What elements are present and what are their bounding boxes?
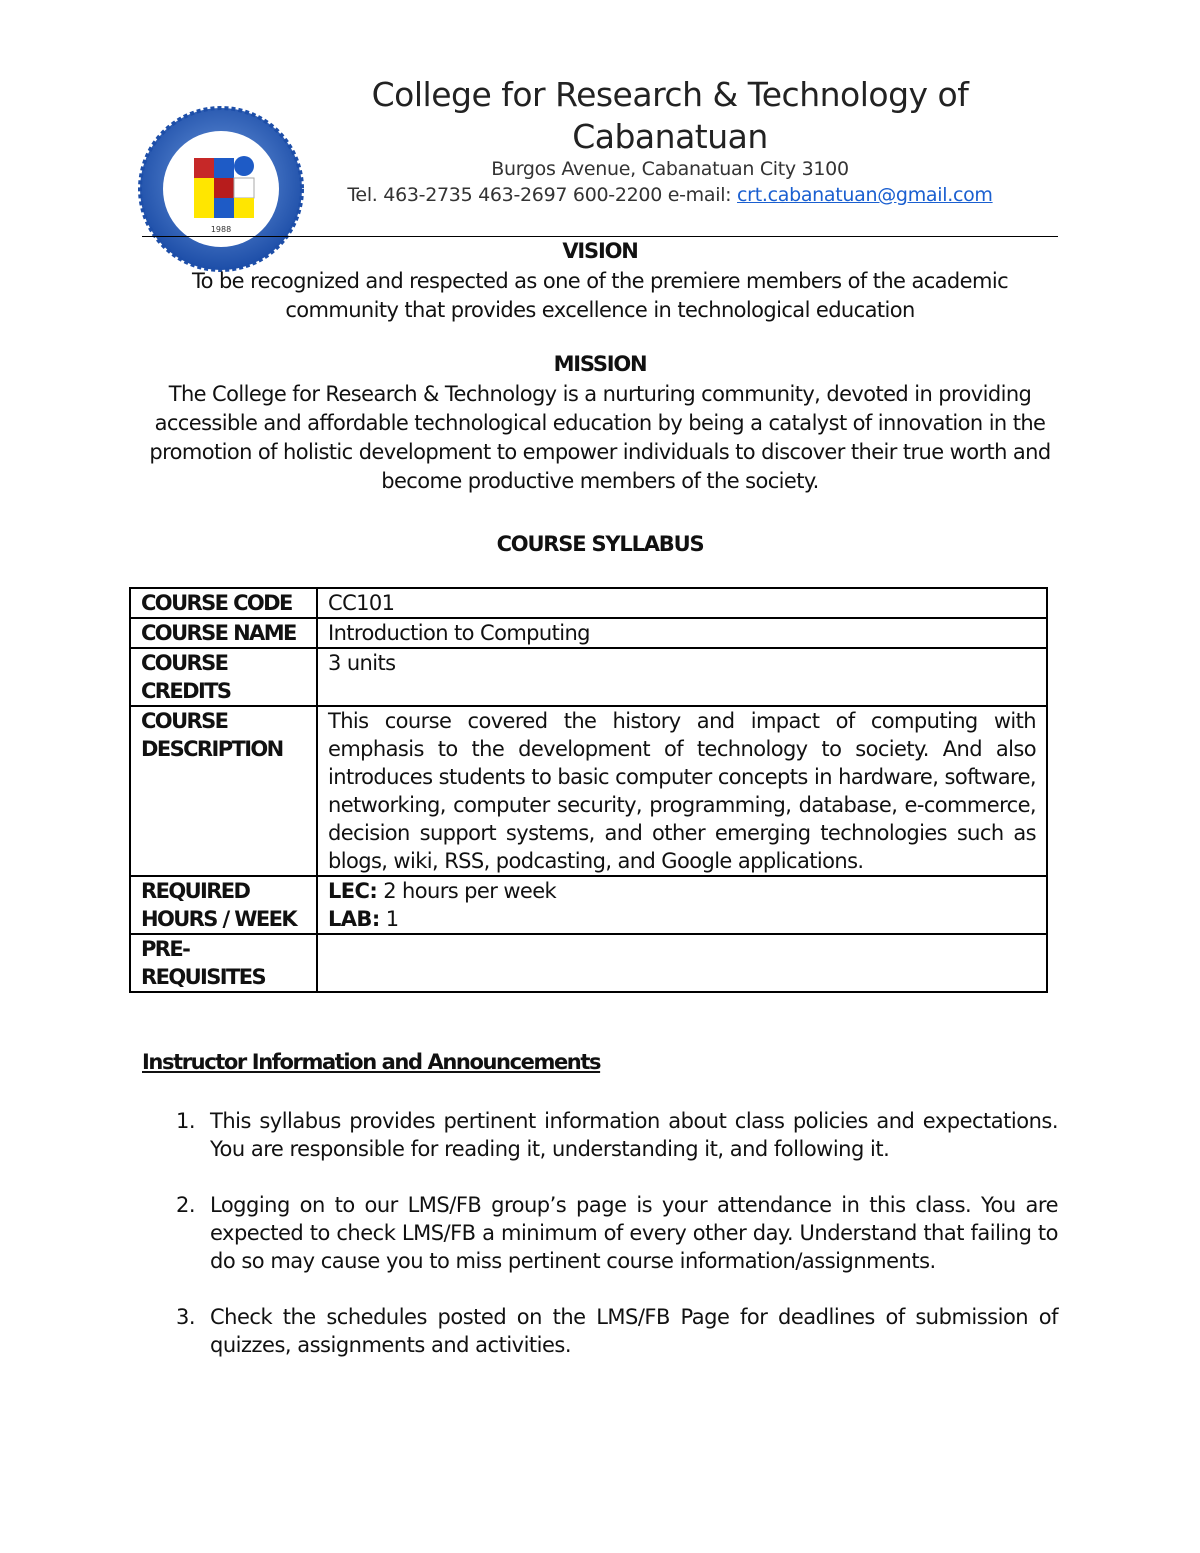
- table-row: [130, 934, 1047, 992]
- svg-text:1988: 1988: [210, 225, 232, 234]
- prerequisites-label: PRE-REQUISITES: [130, 934, 317, 992]
- syllabus-heading: COURSE SYLLABUS: [496, 532, 704, 556]
- prerequisites-value: [317, 934, 1047, 992]
- table-row: [130, 648, 1047, 706]
- course-description-label: COURSE DESCRIPTION: [130, 706, 317, 876]
- course-credits-label: COURSE CREDITS: [130, 648, 317, 706]
- college-name: College for Research & Technology of Cabanatuan: [371, 75, 969, 156]
- list-item: [142, 1107, 1058, 1163]
- instructor-section-heading: Instructor Information and Announcements: [142, 1050, 601, 1074]
- lab-label: LAB:: [328, 907, 380, 931]
- course-code-value: CC101: [317, 588, 1047, 618]
- college-address: Burgos Avenue, Cabanatuan City 3100: [491, 158, 849, 180]
- item-number: 1.: [176, 1109, 196, 1133]
- lec-label: LEC:: [328, 879, 378, 903]
- table-row: [130, 876, 1047, 934]
- item-number: 3.: [176, 1305, 196, 1329]
- course-name-value: Introduction to Computing: [317, 618, 1047, 648]
- vision-heading: VISION: [562, 239, 638, 263]
- vision-text: To be recognized and respected as one of the premiere members of the academic community that provides excellence in technological education: [191, 269, 1009, 322]
- item-text: Check the schedules posted on the LMS/FB Page for deadlines of submission of quizzes, assignments and activities.: [210, 1305, 1058, 1357]
- course-credits-value: 3 units: [317, 648, 1047, 706]
- course-description-value: This course covered the history and impact of computing with emphasis to the development of technology to society. And also introduces students to basic computer concepts in hardware, software, networking, computer security, programming, database, e-commerce, decision support systems, and other emerging technologies such as blogs, wiki, RSS, podcasting, and Google applications.: [317, 706, 1047, 876]
- course-name-label: COURSE NAME: [130, 618, 317, 648]
- announcement-list: [142, 1107, 1058, 1387]
- item-text: This syllabus provides pertinent information about class policies and expectations. You are responsible for reading it, understanding it, and following it.: [210, 1109, 1058, 1161]
- item-text: Logging on to our LMS/FB group’s page is your attendance in this class. You are expected to check LMS/FB a minimum of every other day. Understand that failing to do so may cause you to miss pertinent course information/assignments.: [210, 1193, 1058, 1273]
- list-item: [142, 1303, 1058, 1359]
- header-divider: [142, 236, 1058, 237]
- lec-value: 2 hours per week: [377, 879, 557, 903]
- table-row: [130, 618, 1047, 648]
- college-contact: [300, 184, 1040, 206]
- lab-value: 1: [379, 907, 399, 931]
- mission-text: The College for Research & Technology is a nurturing community, devoted in providing accessible and affordable technological education by being a catalyst of innovation in the promotion of holistic development to empower individuals to discover their true worth and become productive members of the society.: [149, 382, 1051, 493]
- item-number: 2.: [176, 1193, 196, 1217]
- list-item: [142, 1191, 1058, 1275]
- table-row: [130, 588, 1047, 618]
- phone-numbers: Tel. 463-2735 463-2697 600-2200 e-mail:: [347, 184, 738, 206]
- required-hours-value: [317, 876, 1047, 934]
- mission-heading: MISSION: [553, 352, 647, 376]
- email-link[interactable]: crt.cabanatuan@gmail.com: [737, 184, 993, 206]
- course-code-label: COURSE CODE: [130, 588, 317, 618]
- course-info-table: [129, 587, 1048, 993]
- table-row: [130, 706, 1047, 876]
- required-hours-label: REQUIRED HOURS / WEEK: [130, 876, 317, 934]
